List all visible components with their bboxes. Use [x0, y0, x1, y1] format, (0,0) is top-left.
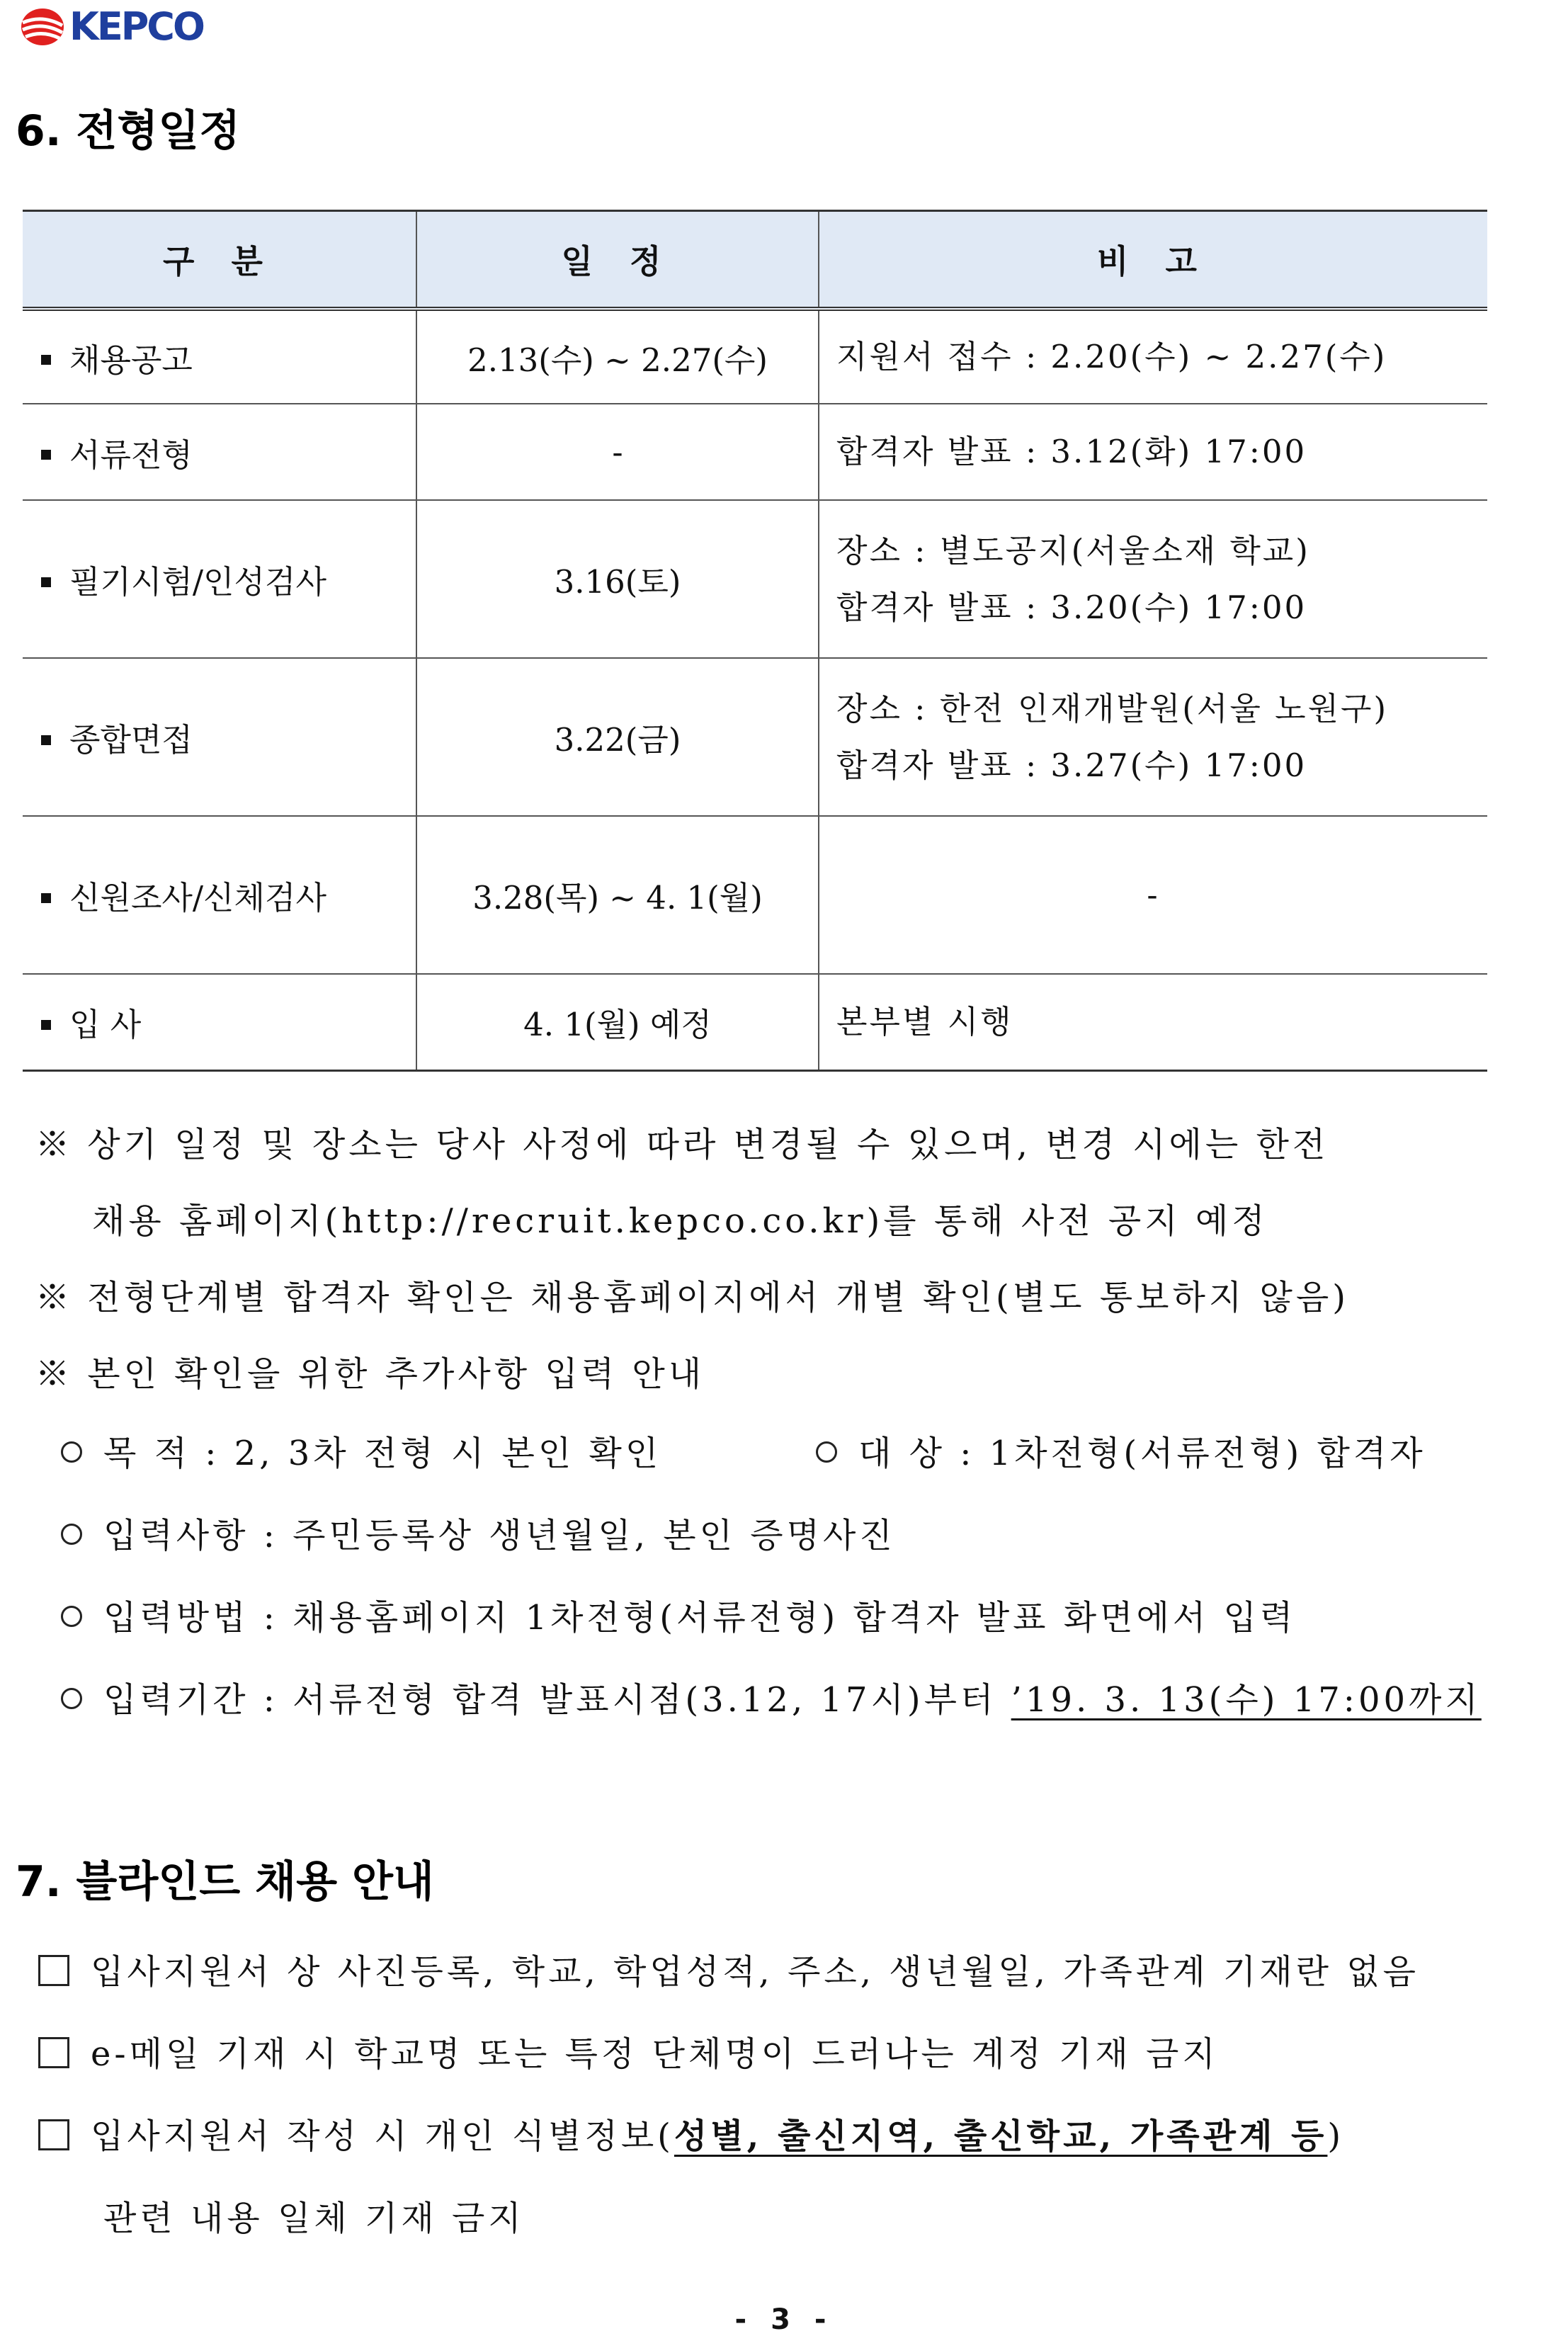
row-notes [819, 500, 1487, 658]
circle-bullet-icon [61, 1524, 82, 1545]
table-row [23, 404, 1487, 500]
circle-bullet-icon [61, 1441, 82, 1463]
row-note-line: 장소 : 한전 인재개발원(서울 노원구) [836, 689, 1389, 727]
row-category [23, 404, 416, 500]
header-date: 일 정 [416, 211, 819, 310]
row-category-label: 종합면접 [69, 721, 193, 759]
checkbox-square-icon [38, 1955, 69, 1986]
table-row [23, 658, 1487, 816]
row-category [23, 309, 416, 404]
row-notes [819, 404, 1487, 500]
section-6-title: 6. 전형일정 [16, 106, 241, 156]
table-header-row [23, 211, 1487, 310]
table-row [23, 309, 1487, 404]
kepco-logo [20, 6, 203, 48]
schedule-table-wrapper [23, 210, 1487, 1072]
row-category [23, 500, 416, 658]
page-number: - 3 - [734, 2303, 834, 2336]
circle-bullet-icon [61, 1606, 82, 1627]
row-category-label: 신원조사/신체검사 [69, 879, 326, 917]
item-target-text: 대 상 : 1차전형(서류전형) 합격자 [858, 1434, 1426, 1473]
blind-item-2-text: e-메일 기재 시 학교명 또는 특정 단체명이 드러나는 계정 기재 금지 [91, 2034, 1219, 2074]
circle-bullet-icon [61, 1688, 82, 1709]
blind-item-2 [38, 2033, 1219, 2075]
square-bullet-icon [41, 1020, 51, 1030]
header-notes: 비 고 [819, 211, 1487, 310]
item-fields-text: 입력사항 : 주민등록상 생년월일, 본인 증명사진 [103, 1516, 896, 1555]
row-date: 4. 1(월) 예정 [416, 974, 819, 1070]
item-purpose [61, 1432, 661, 1475]
square-bullet-icon [41, 893, 51, 903]
row-category-label: 서류전형 [69, 436, 193, 474]
item-period-deadline: ’19. 3. 13(수) 17:00까지 [1011, 1680, 1482, 1720]
row-date: 3.28(목) ~ 4. 1(월) [416, 816, 819, 974]
row-note-line: 합격자 발표 : 3.20(수) 17:00 [836, 588, 1307, 626]
row-note-line: 본부별 시행 [836, 1002, 1013, 1041]
row-category-label: 채용공고 [69, 341, 193, 379]
blind-item-3-line2: 관련 내용 일체 기재 금지 [103, 2199, 525, 2238]
row-category [23, 974, 416, 1070]
square-bullet-icon [41, 735, 51, 745]
item-method-text: 입력방법 : 채용홈페이지 1차전형(서류전형) 합격자 발표 화면에서 입력 [103, 1598, 1297, 1638]
blind-item-3-suffix: ) [1327, 2116, 1345, 2156]
blind-item-3-prefix: 입사지원서 작성 시 개인 식별정보( [91, 2116, 674, 2156]
header-category: 구 분 [23, 211, 416, 310]
row-notes [819, 658, 1487, 816]
item-target [816, 1432, 1426, 1475]
logo-text: KEPCO [69, 4, 203, 49]
checkbox-square-icon [38, 2119, 69, 2150]
row-category [23, 816, 416, 974]
row-date: 3.16(토) [416, 500, 819, 658]
blind-item-3 [38, 2115, 1344, 2158]
item-method [61, 1597, 1296, 1639]
row-date: 2.13(수) ~ 2.27(수) [416, 309, 819, 404]
item-purpose-text: 목 적 : 2, 3차 전형 시 본인 확인 [103, 1434, 662, 1473]
item-fields [61, 1514, 896, 1557]
item-period [61, 1679, 1482, 1721]
circle-bullet-icon [816, 1441, 837, 1463]
row-date: - [416, 404, 819, 500]
row-category-label: 필기시험/인성검사 [69, 563, 326, 601]
blind-item-1 [38, 1951, 1419, 1993]
blind-item-1-text: 입사지원서 상 사진등록, 학교, 학업성적, 주소, 생년월일, 가족관계 기재란 없음 [91, 1952, 1420, 1992]
item-period-text: 입력기간 : 서류전형 합격 발표시점(3.12, 17시)부터 [103, 1680, 1011, 1720]
square-bullet-icon [41, 577, 51, 587]
note-pass-check: ※ 전형단계별 합격자 확인은 채용홈페이지에서 개별 확인(별도 통보하지 않음) [35, 1278, 1349, 1317]
table-row [23, 816, 1487, 974]
row-notes [819, 974, 1487, 1070]
note-schedule-change-line2: 채용 홈페이지(http://recruit.kepco.co.kr)를 통해 사전 공지 예정 [92, 1201, 1268, 1241]
schedule-table [23, 210, 1487, 1072]
square-bullet-icon [41, 355, 51, 365]
table-row [23, 500, 1487, 658]
row-category-label: 입 사 [69, 1006, 142, 1044]
row-note-line: 지원서 접수 : 2.20(수) ~ 2.27(수) [836, 338, 1387, 375]
row-note-line: 합격자 발표 : 3.12(화) 17:00 [836, 433, 1307, 470]
row-date: 3.22(금) [416, 658, 819, 816]
row-notes [819, 309, 1487, 404]
section-7-title: 7. 블라인드 채용 안내 [16, 1857, 434, 1907]
row-note-line: 장소 : 별도공지(서울소재 학교) [836, 531, 1310, 569]
blind-item-3-underlined: 성별, 출신지역, 출신학교, 가족관계 등 [674, 2116, 1328, 2156]
row-notes [819, 816, 1487, 974]
table-row [23, 974, 1487, 1070]
note-identity-input: ※ 본인 확인을 위한 추가사항 입력 안내 [35, 1354, 705, 1394]
note-schedule-change-line1: ※ 상기 일정 및 장소는 당사 사정에 따라 변경될 수 있으며, 변경 시에는 한전 [35, 1125, 1329, 1164]
row-note-line: - [1147, 875, 1160, 914]
row-category [23, 658, 416, 816]
row-note-line: 합격자 발표 : 3.27(수) 17:00 [836, 746, 1307, 784]
kepco-emblem-icon [20, 7, 65, 47]
square-bullet-icon [41, 450, 51, 460]
checkbox-square-icon [38, 2037, 69, 2068]
